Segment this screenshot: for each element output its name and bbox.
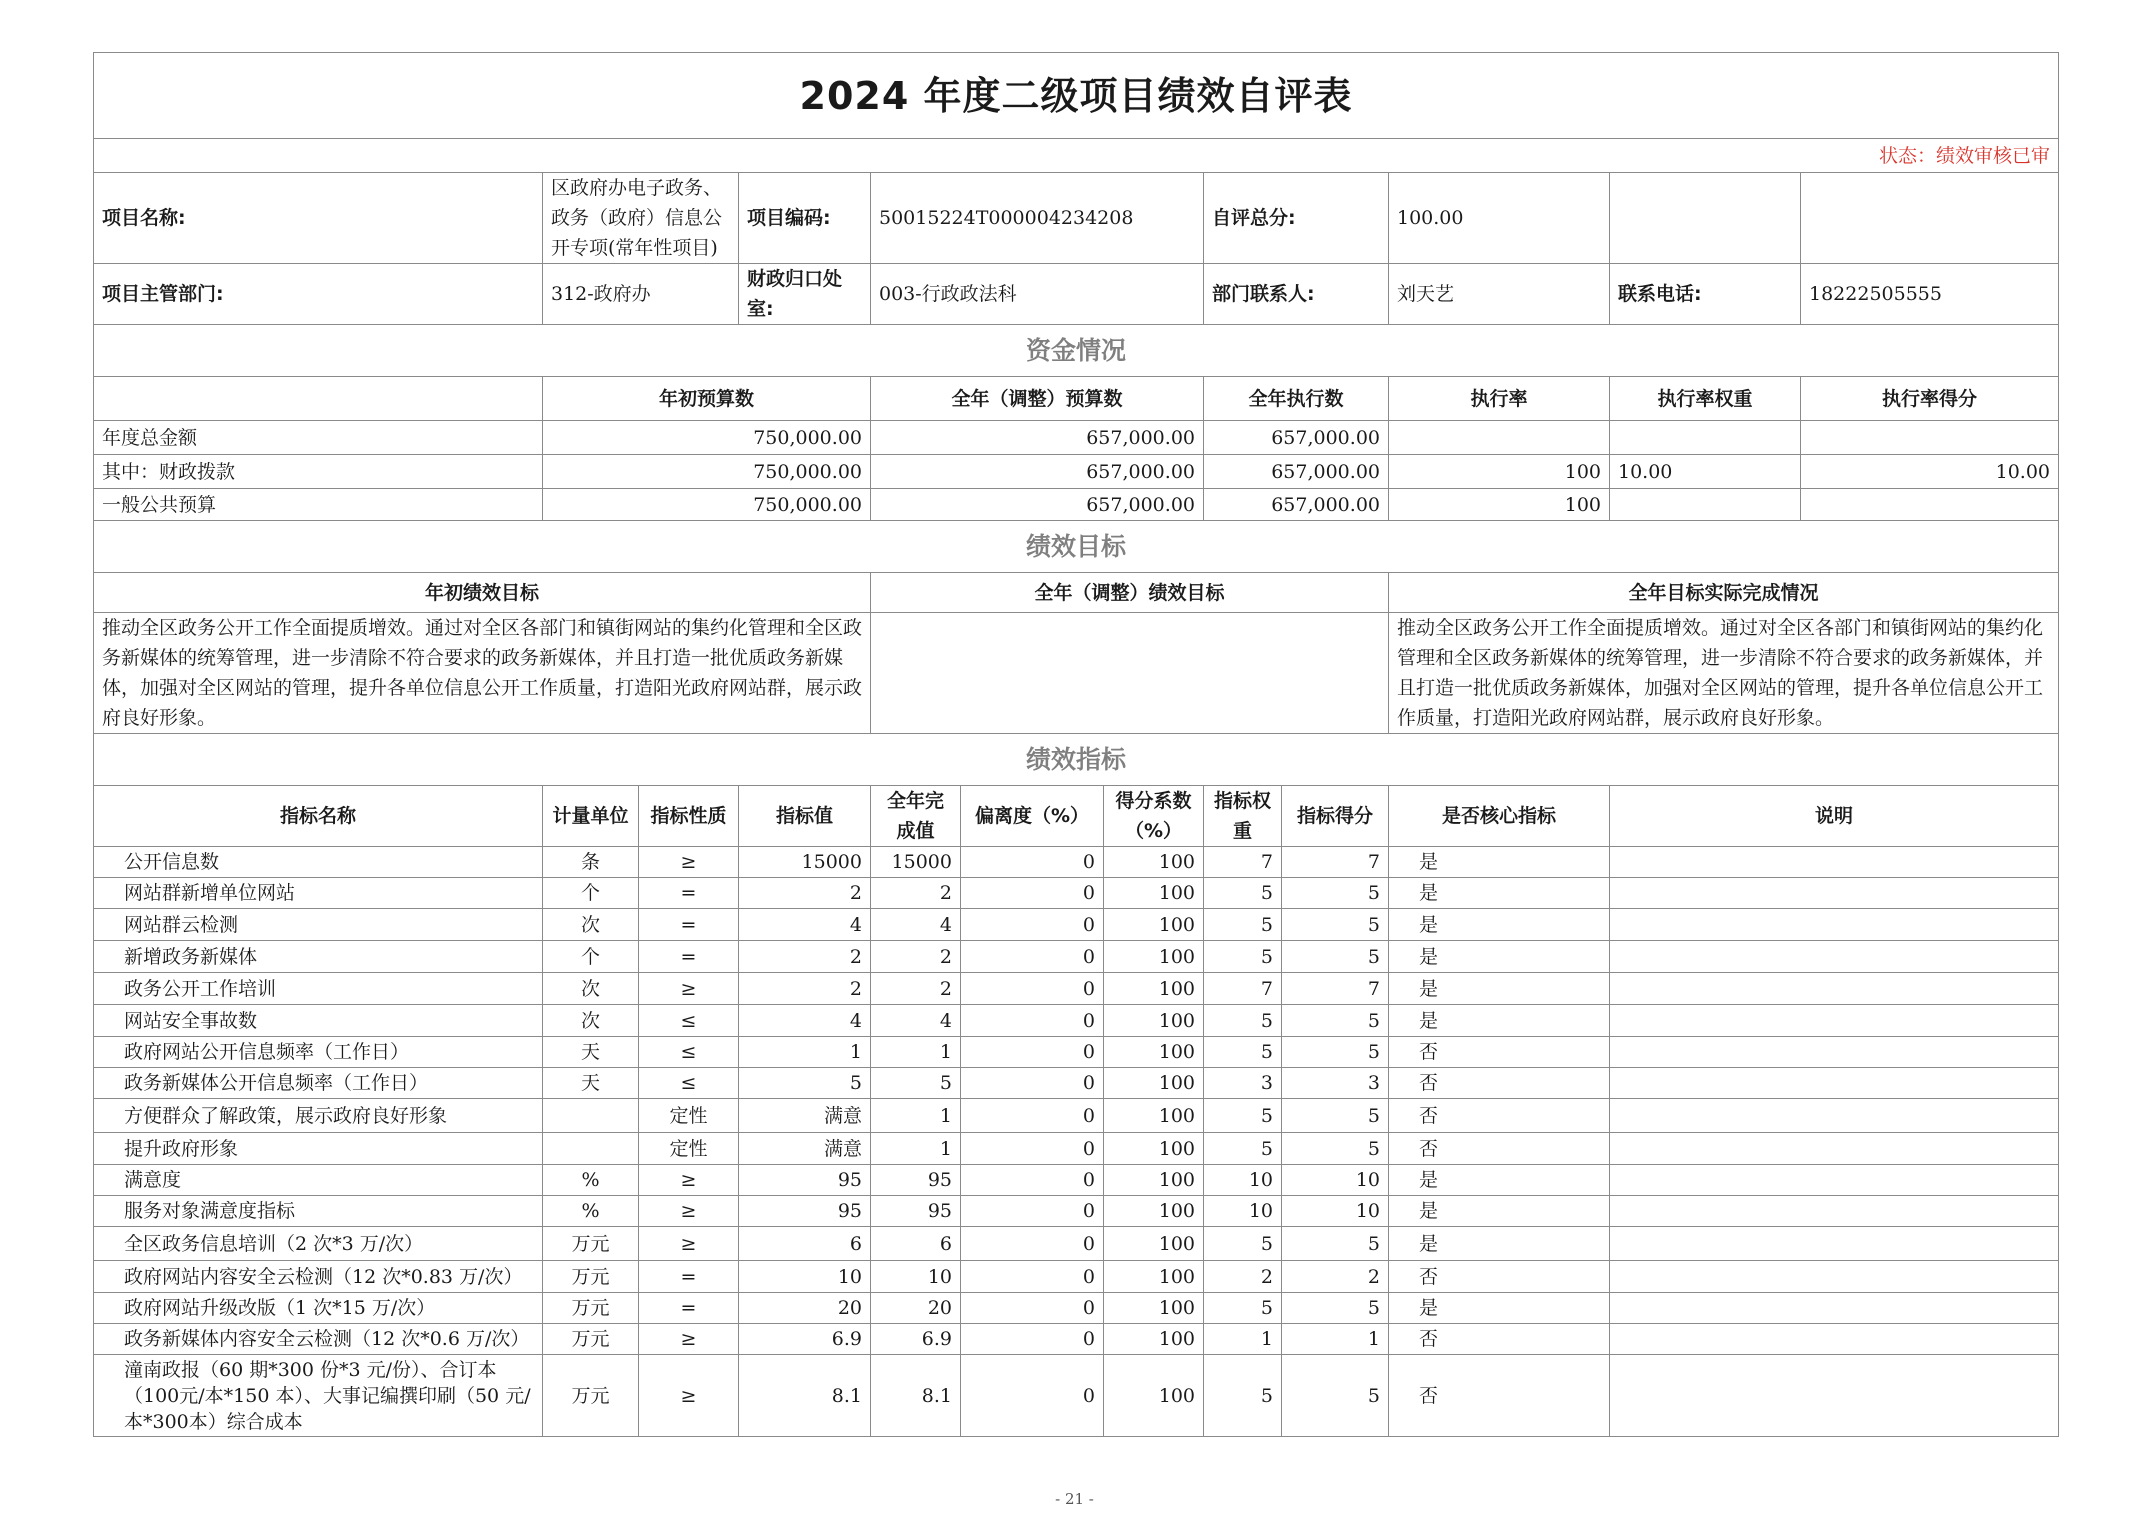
indicator-weight: 5 (1204, 878, 1282, 909)
indicator-row (94, 1005, 2059, 1037)
indicator-row (94, 847, 2059, 878)
indicator-completed: 1 (871, 1037, 961, 1068)
indicator-unit (543, 1099, 639, 1133)
indicator-deviation: 0 (961, 1293, 1104, 1324)
indicator-note (1610, 1005, 2059, 1037)
funds-header-executed: 全年执行数 (1204, 377, 1389, 421)
indicator-deviation: 0 (961, 1068, 1104, 1099)
ind-header-core: 是否核心指标 (1389, 786, 1610, 847)
status-text: 状态：绩效审核已审 (94, 139, 2059, 173)
indicator-completed: 6.9 (871, 1324, 961, 1355)
funds-executed: 657,000.00 (1204, 421, 1389, 455)
indicator-row (94, 1133, 2059, 1165)
indicator-weight: 5 (1204, 1355, 1282, 1437)
indicator-weight: 5 (1204, 1005, 1282, 1037)
ind-header-coefficient: 得分系数（%） (1104, 786, 1204, 847)
ind-header-name: 指标名称 (94, 786, 543, 847)
indicator-core: 是 (1389, 1196, 1610, 1227)
indicator-coefficient: 100 (1104, 1261, 1204, 1293)
indicator-target: 8.1 (739, 1355, 871, 1437)
indicator-name: 政府网站内容安全云检测（12 次*0.83 万/次） (94, 1261, 543, 1293)
indicator-row (94, 1165, 2059, 1196)
indicator-core: 否 (1389, 1355, 1610, 1437)
indicator-weight: 5 (1204, 909, 1282, 941)
indicator-score: 5 (1282, 1037, 1389, 1068)
indicator-row (94, 1068, 2059, 1099)
indicator-weight: 7 (1204, 973, 1282, 1005)
indicator-completed: 15000 (871, 847, 961, 878)
indicator-name: 政务新媒体内容安全云检测（12 次*0.6 万/次） (94, 1324, 543, 1355)
indicator-target: 4 (739, 909, 871, 941)
indicator-name: 网站群云检测 (94, 909, 543, 941)
indicator-core: 是 (1389, 1293, 1610, 1324)
indicator-unit (543, 1133, 639, 1165)
indicator-target: 2 (739, 878, 871, 909)
empty-cell (94, 377, 543, 421)
indicator-name: 潼南政报（60 期*300 份*3 元/份）、合订本（100元/本*150 本）、大事记编撰印刷（50 元/本*300本）综合成本 (94, 1355, 543, 1437)
funds-name: 其中：财政拨款 (94, 455, 543, 489)
indicator-weight: 5 (1204, 1037, 1282, 1068)
indicator-completed: 10 (871, 1261, 961, 1293)
project-name-value: 区政府办电子政务、政务（政府）信息公开专项(常年性项目) (543, 173, 739, 264)
indicator-target: 95 (739, 1165, 871, 1196)
funds-weight (1610, 489, 1801, 521)
funds-budget: 750,000.00 (543, 421, 871, 455)
indicator-unit: 万元 (543, 1355, 639, 1437)
indicator-score: 7 (1282, 973, 1389, 1005)
funds-adjusted: 657,000.00 (871, 489, 1204, 521)
indicator-score: 2 (1282, 1261, 1389, 1293)
indicator-coefficient: 100 (1104, 1165, 1204, 1196)
indicator-completed: 4 (871, 1005, 961, 1037)
indicator-completed: 1 (871, 1133, 961, 1165)
funds-row (94, 489, 2059, 521)
indicator-completed: 20 (871, 1293, 961, 1324)
indicator-coefficient: 100 (1104, 1196, 1204, 1227)
finance-label: 财政归口处室: (739, 264, 871, 325)
funds-header-row (94, 377, 2059, 421)
indicator-name: 网站群新增单位网站 (94, 878, 543, 909)
indicator-note (1610, 1165, 2059, 1196)
indicator-score: 5 (1282, 1227, 1389, 1261)
indicator-completed: 95 (871, 1196, 961, 1227)
indicator-coefficient: 100 (1104, 941, 1204, 973)
indicator-deviation: 0 (961, 1037, 1104, 1068)
goals-content-row (94, 613, 2059, 734)
indicator-score: 7 (1282, 847, 1389, 878)
indicator-deviation: 0 (961, 1165, 1104, 1196)
indicator-deviation: 0 (961, 1196, 1104, 1227)
ind-header-target: 指标值 (739, 786, 871, 847)
funds-budget: 750,000.00 (543, 455, 871, 489)
indicator-target: 满意 (739, 1133, 871, 1165)
indicator-deviation: 0 (961, 973, 1104, 1005)
funds-name: 年度总金额 (94, 421, 543, 455)
funds-section-title: 资金情况 (94, 325, 2059, 377)
indicator-row (94, 1355, 2059, 1437)
indicator-core: 否 (1389, 1099, 1610, 1133)
ind-header-nature: 指标性质 (639, 786, 739, 847)
funds-header-budget: 年初预算数 (543, 377, 871, 421)
indicator-score: 5 (1282, 1005, 1389, 1037)
indicator-weight: 5 (1204, 941, 1282, 973)
indicator-weight: 5 (1204, 1227, 1282, 1261)
indicator-deviation: 0 (961, 1133, 1104, 1165)
dept-label: 项目主管部门: (94, 264, 543, 325)
indicator-weight: 1 (1204, 1324, 1282, 1355)
indicator-target: 20 (739, 1293, 871, 1324)
funds-adjusted: 657,000.00 (871, 421, 1204, 455)
indicator-deviation: 0 (961, 1227, 1104, 1261)
indicator-weight: 7 (1204, 847, 1282, 878)
indicators-header-row (94, 786, 2059, 847)
indicator-target: 5 (739, 1068, 871, 1099)
funds-rate: 100 (1389, 489, 1610, 521)
indicator-coefficient: 100 (1104, 1293, 1204, 1324)
empty-cell (1610, 173, 1801, 264)
indicator-core: 否 (1389, 1068, 1610, 1099)
indicator-completed: 1 (871, 1099, 961, 1133)
indicator-deviation: 0 (961, 847, 1104, 878)
indicator-coefficient: 100 (1104, 847, 1204, 878)
indicator-completed: 4 (871, 909, 961, 941)
indicator-row (94, 1099, 2059, 1133)
indicator-name: 新增政务新媒体 (94, 941, 543, 973)
project-code-label: 项目编码: (739, 173, 871, 264)
indicator-note (1610, 909, 2059, 941)
indicator-coefficient: 100 (1104, 1227, 1204, 1261)
funds-header-rate: 执行率 (1389, 377, 1610, 421)
indicator-core: 是 (1389, 847, 1610, 878)
project-info-row (94, 173, 2059, 264)
finance-value: 003-行政政法科 (871, 264, 1204, 325)
indicator-target: 95 (739, 1196, 871, 1227)
indicator-row (94, 1196, 2059, 1227)
indicator-row (94, 1227, 2059, 1261)
indicator-unit: 天 (543, 1037, 639, 1068)
page-number: - 21 - (1055, 1490, 1094, 1508)
indicator-note (1610, 973, 2059, 1005)
indicator-coefficient: 100 (1104, 1355, 1204, 1437)
indicator-unit: 万元 (543, 1324, 639, 1355)
indicator-unit: 次 (543, 909, 639, 941)
indicator-unit: 个 (543, 941, 639, 973)
dept-info-row (94, 264, 2059, 325)
indicator-name: 提升政府形象 (94, 1133, 543, 1165)
indicator-row (94, 909, 2059, 941)
indicator-row (94, 1324, 2059, 1355)
indicator-target: 10 (739, 1261, 871, 1293)
indicator-core: 是 (1389, 1165, 1610, 1196)
indicator-core: 否 (1389, 1261, 1610, 1293)
indicator-score: 5 (1282, 1133, 1389, 1165)
indicator-nature: ≤ (639, 1068, 739, 1099)
indicator-note (1610, 1261, 2059, 1293)
indicator-score: 10 (1282, 1196, 1389, 1227)
indicator-deviation: 0 (961, 1261, 1104, 1293)
indicator-unit: 万元 (543, 1261, 639, 1293)
indicator-name: 政府网站公开信息频率（工作日） (94, 1037, 543, 1068)
indicator-completed: 2 (871, 878, 961, 909)
indicator-weight: 3 (1204, 1068, 1282, 1099)
ind-header-score: 指标得分 (1282, 786, 1389, 847)
ind-header-note: 说明 (1610, 786, 2059, 847)
indicator-note (1610, 1133, 2059, 1165)
indicator-row (94, 1261, 2059, 1293)
indicator-nature: ≥ (639, 1355, 739, 1437)
indicator-score: 5 (1282, 1099, 1389, 1133)
indicator-note (1610, 1037, 2059, 1068)
indicator-deviation: 0 (961, 941, 1104, 973)
indicator-nature: ≥ (639, 1227, 739, 1261)
indicator-name: 政府网站升级改版（1 次*15 万/次） (94, 1293, 543, 1324)
indicator-score: 5 (1282, 909, 1389, 941)
indicator-name: 满意度 (94, 1165, 543, 1196)
indicator-unit: 次 (543, 973, 639, 1005)
indicator-row (94, 973, 2059, 1005)
goals-header-row (94, 573, 2059, 613)
indicator-name: 全区政务信息培训（2 次*3 万/次） (94, 1227, 543, 1261)
indicator-note (1610, 1355, 2059, 1437)
indicator-target: 15000 (739, 847, 871, 878)
indicator-weight: 5 (1204, 1133, 1282, 1165)
indicator-weight: 2 (1204, 1261, 1282, 1293)
dept-value: 312-政府办 (543, 264, 739, 325)
indicator-core: 是 (1389, 941, 1610, 973)
indicator-core: 是 (1389, 1227, 1610, 1261)
indicator-name: 方便群众了解政策，展示政府良好形象 (94, 1099, 543, 1133)
funds-adjusted: 657,000.00 (871, 455, 1204, 489)
indicator-name: 网站安全事故数 (94, 1005, 543, 1037)
indicator-unit: 次 (543, 1005, 639, 1037)
funds-row (94, 421, 2059, 455)
indicator-completed: 2 (871, 941, 961, 973)
indicator-coefficient: 100 (1104, 878, 1204, 909)
phone-value: 18222505555 (1801, 264, 2059, 325)
funds-header-weight: 执行率权重 (1610, 377, 1801, 421)
indicator-note (1610, 1227, 2059, 1261)
indicator-coefficient: 100 (1104, 1037, 1204, 1068)
indicator-nature: ≤ (639, 1005, 739, 1037)
indicator-target: 4 (739, 1005, 871, 1037)
funds-name: 一般公共预算 (94, 489, 543, 521)
indicator-note (1610, 1293, 2059, 1324)
funds-header-score: 执行率得分 (1801, 377, 2059, 421)
indicator-coefficient: 100 (1104, 1133, 1204, 1165)
ind-header-deviation: 偏离度（%） (961, 786, 1104, 847)
indicator-unit: 天 (543, 1068, 639, 1099)
indicator-note (1610, 1068, 2059, 1099)
indicator-score: 5 (1282, 878, 1389, 909)
indicator-target: 2 (739, 941, 871, 973)
indicator-unit: % (543, 1165, 639, 1196)
goals-header-actual: 全年目标实际完成情况 (1389, 573, 2059, 613)
indicator-nature: ≥ (639, 1196, 739, 1227)
indicator-score: 5 (1282, 941, 1389, 973)
indicator-unit: 万元 (543, 1227, 639, 1261)
indicator-nature: ≥ (639, 1324, 739, 1355)
indicator-nature: = (639, 1261, 739, 1293)
ind-header-weight: 指标权重 (1204, 786, 1282, 847)
indicator-core: 是 (1389, 973, 1610, 1005)
indicator-weight: 10 (1204, 1165, 1282, 1196)
goals-actual-text: 推动全区政务公开工作全面提质增效。通过对全区各部门和镇街网站的集约化管理和全区政务新媒体的统筹管理，进一步清除不符合要求的政务新媒体，并且打造一批优质政务新媒体，加强对全区网站的管理，提升各单位信息公开工作质量，打造阳光政府网站群，展示政府良好形象。 (1389, 613, 2059, 734)
indicator-completed: 8.1 (871, 1355, 961, 1437)
funds-budget: 750,000.00 (543, 489, 871, 521)
indicator-score: 3 (1282, 1068, 1389, 1099)
indicator-name: 服务对象满意度指标 (94, 1196, 543, 1227)
funds-score (1801, 489, 2059, 521)
indicator-target: 满意 (739, 1099, 871, 1133)
indicator-score: 5 (1282, 1293, 1389, 1324)
indicator-row (94, 941, 2059, 973)
indicator-coefficient: 100 (1104, 1324, 1204, 1355)
contact-value: 刘天艺 (1389, 264, 1610, 325)
funds-header-adjusted: 全年（调整）预算数 (871, 377, 1204, 421)
indicator-core: 是 (1389, 878, 1610, 909)
indicator-unit: 条 (543, 847, 639, 878)
self-score-label: 自评总分: (1204, 173, 1389, 264)
indicator-target: 6 (739, 1227, 871, 1261)
contact-label: 部门联系人: (1204, 264, 1389, 325)
indicator-score: 1 (1282, 1324, 1389, 1355)
indicator-weight: 5 (1204, 1099, 1282, 1133)
indicator-core: 否 (1389, 1133, 1610, 1165)
indicator-unit: 个 (543, 878, 639, 909)
goals-adjusted-text (871, 613, 1389, 734)
indicator-name: 政务公开工作培训 (94, 973, 543, 1005)
indicator-nature: ≥ (639, 1165, 739, 1196)
indicator-coefficient: 100 (1104, 1068, 1204, 1099)
indicator-core: 是 (1389, 1005, 1610, 1037)
indicator-nature: ≥ (639, 973, 739, 1005)
evaluation-table (93, 52, 2059, 1437)
indicator-row (94, 1293, 2059, 1324)
indicators-body (94, 847, 2059, 1437)
funds-weight: 10.00 (1610, 455, 1801, 489)
indicator-completed: 95 (871, 1165, 961, 1196)
indicator-note (1610, 847, 2059, 878)
indicator-completed: 6 (871, 1227, 961, 1261)
self-score-value: 100.00 (1389, 173, 1610, 264)
indicator-deviation: 0 (961, 909, 1104, 941)
goals-header-initial: 年初绩效目标 (94, 573, 871, 613)
indicator-score: 5 (1282, 1355, 1389, 1437)
indicator-note (1610, 878, 2059, 909)
indicator-coefficient: 100 (1104, 1005, 1204, 1037)
funds-executed: 657,000.00 (1204, 455, 1389, 489)
indicator-nature: 定性 (639, 1099, 739, 1133)
evaluation-sheet (93, 52, 2058, 1437)
project-name-label: 项目名称: (94, 173, 543, 264)
indicator-row (94, 1037, 2059, 1068)
indicator-weight: 10 (1204, 1196, 1282, 1227)
indicator-unit: 万元 (543, 1293, 639, 1324)
indicator-note (1610, 1324, 2059, 1355)
goals-header-adjusted: 全年（调整）绩效目标 (871, 573, 1389, 613)
indicator-nature: = (639, 909, 739, 941)
indicator-note (1610, 1196, 2059, 1227)
funds-weight (1610, 421, 1801, 455)
project-code-value: 50015224T000004234208 (871, 173, 1204, 264)
indicator-core: 是 (1389, 909, 1610, 941)
indicators-section-title: 绩效指标 (94, 734, 2059, 786)
indicator-deviation: 0 (961, 878, 1104, 909)
goals-initial-text: 推动全区政务公开工作全面提质增效。通过对全区各部门和镇街网站的集约化管理和全区政务新媒体的统筹管理，进一步清除不符合要求的政务新媒体，并且打造一批优质政务新媒体，加强对全区网站的管理，提升各单位信息公开工作质量，打造阳光政府网站群，展示政府良好形象。 (94, 613, 871, 734)
indicator-core: 否 (1389, 1324, 1610, 1355)
funds-score (1801, 421, 2059, 455)
empty-cell (1801, 173, 2059, 264)
indicator-deviation: 0 (961, 1099, 1104, 1133)
ind-header-unit: 计量单位 (543, 786, 639, 847)
indicator-core: 否 (1389, 1037, 1610, 1068)
indicator-coefficient: 100 (1104, 909, 1204, 941)
indicator-row (94, 878, 2059, 909)
indicator-unit: % (543, 1196, 639, 1227)
funds-rate (1389, 421, 1610, 455)
indicator-deviation: 0 (961, 1324, 1104, 1355)
goals-section-title: 绩效目标 (94, 521, 2059, 573)
indicator-name: 政务新媒体公开信息频率（工作日） (94, 1068, 543, 1099)
indicator-note (1610, 1099, 2059, 1133)
indicator-target: 2 (739, 973, 871, 1005)
funds-executed: 657,000.00 (1204, 489, 1389, 521)
indicator-note (1610, 941, 2059, 973)
indicator-score: 10 (1282, 1165, 1389, 1196)
funds-rate: 100 (1389, 455, 1610, 489)
indicator-completed: 5 (871, 1068, 961, 1099)
funds-row (94, 455, 2059, 489)
indicator-deviation: 0 (961, 1355, 1104, 1437)
funds-score: 10.00 (1801, 455, 2059, 489)
indicator-completed: 2 (871, 973, 961, 1005)
indicator-name: 公开信息数 (94, 847, 543, 878)
indicator-coefficient: 100 (1104, 973, 1204, 1005)
indicator-target: 1 (739, 1037, 871, 1068)
indicator-nature: = (639, 941, 739, 973)
page-title: 2024 年度二级项目绩效自评表 (94, 53, 2059, 139)
indicator-nature: = (639, 1293, 739, 1324)
indicator-nature: = (639, 878, 739, 909)
indicator-target: 6.9 (739, 1324, 871, 1355)
indicator-nature: ≥ (639, 847, 739, 878)
indicator-coefficient: 100 (1104, 1099, 1204, 1133)
indicator-nature: ≤ (639, 1037, 739, 1068)
ind-header-completed: 全年完成值 (871, 786, 961, 847)
indicator-weight: 5 (1204, 1293, 1282, 1324)
indicator-nature: 定性 (639, 1133, 739, 1165)
phone-label: 联系电话: (1610, 264, 1801, 325)
indicator-deviation: 0 (961, 1005, 1104, 1037)
